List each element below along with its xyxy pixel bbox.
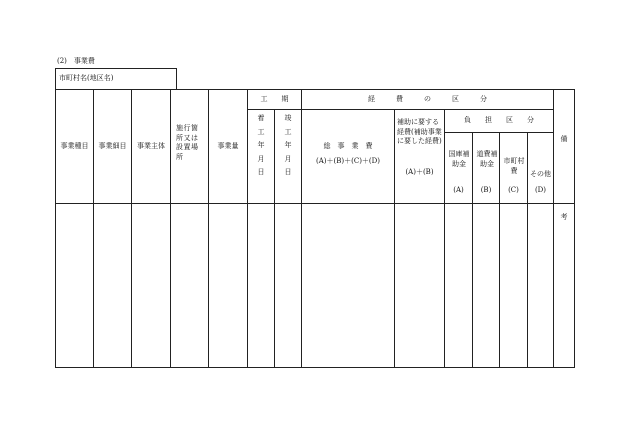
header-period: 工 期: [260, 95, 289, 103]
header-construction-site: 施行箇所又は設置場所: [176, 124, 199, 161]
col-divider-2: [131, 89, 132, 368]
header-subsidy-required: 補助に要する経費(補助事業に要した経費): [397, 118, 442, 145]
col-divider-5: [247, 89, 248, 368]
header-municipal: 市町村費: [503, 157, 525, 175]
table-right-border: [574, 89, 575, 368]
col-divider-4: [208, 89, 209, 368]
header-total-cost: 総 事 業 費: [323, 142, 373, 150]
col-divider-subsidy: [394, 109, 395, 368]
header-total-formula: (A)＋(B)＋(C)＋(D): [315, 157, 380, 165]
col-divider-7: [553, 89, 554, 368]
header-national-mark: (A): [453, 186, 464, 194]
locality-box-right: [176, 68, 177, 90]
header-other-mark: (D): [534, 186, 547, 194]
period-band-line: [247, 109, 554, 110]
header-finish-date: 竣工年月日: [284, 114, 292, 176]
table-bottom-border: [55, 367, 575, 368]
header-project-type: 事業種目: [60, 142, 89, 150]
header-subsidy-formula: (A)＋(B): [405, 168, 434, 176]
col-divider-prefectural: [472, 132, 473, 368]
burden-band-line: [444, 132, 554, 133]
header-prefectural: 道費補助金: [476, 150, 498, 168]
header-remarks: 備考: [560, 135, 568, 221]
col-divider-1: [93, 89, 94, 368]
header-start-date: 着工年月日: [257, 114, 265, 176]
col-divider-period-mid: [274, 109, 275, 368]
header-burden: 負 担 区 分: [464, 116, 534, 124]
locality-label: 市町村名(地区名): [59, 74, 114, 82]
header-expense-breakdown: 経 費 の 区 分: [368, 95, 487, 103]
col-divider-national: [444, 109, 445, 368]
header-other: その他: [530, 170, 551, 178]
table-top-border: [55, 89, 575, 90]
section-title: (2) 事業費: [57, 57, 95, 65]
header-national: 国庫補助金: [448, 150, 470, 168]
header-project-entity: 事業主体: [137, 142, 165, 150]
col-divider-6: [301, 89, 302, 368]
locality-box-top: [55, 68, 177, 69]
col-divider-3: [170, 89, 171, 368]
col-divider-municipal: [499, 132, 500, 368]
header-prefectural-mark: (B): [480, 186, 492, 194]
locality-box-left: [55, 68, 56, 90]
header-quantity: 事業量: [217, 142, 239, 150]
table-left-border: [55, 89, 56, 368]
header-bottom-line: [55, 203, 575, 204]
header-municipal-mark: (C): [508, 186, 519, 194]
col-divider-other: [527, 132, 528, 368]
header-project-detail: 事業細目: [98, 142, 127, 150]
